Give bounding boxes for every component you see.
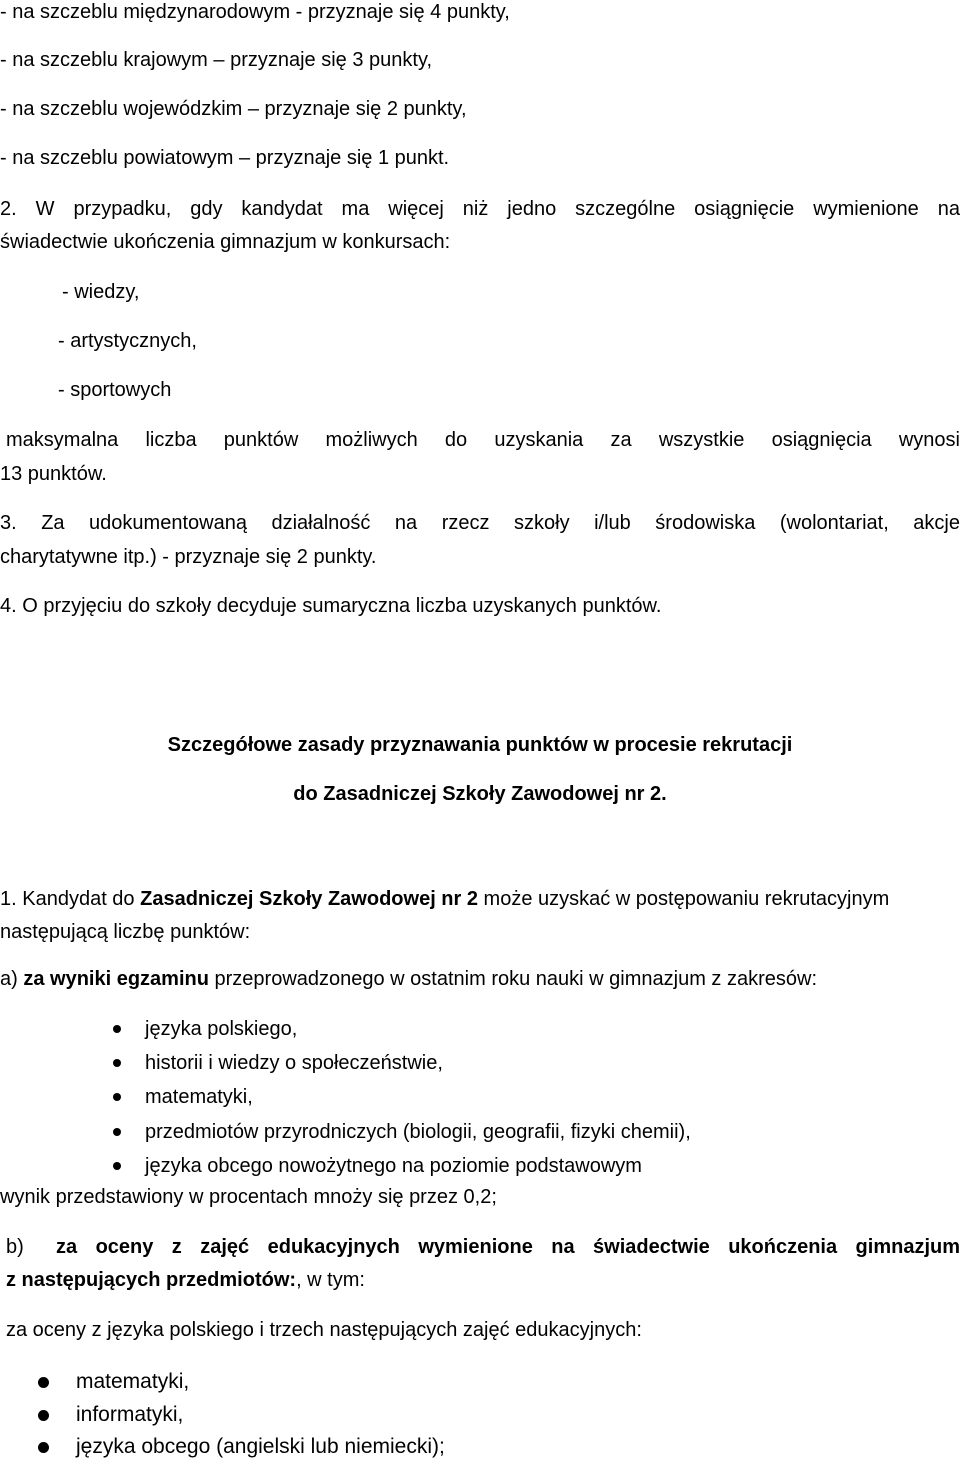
point2-line2: świadectwie ukończenia gimnazjum w konkursach:: [0, 231, 451, 253]
bullet-icon: [113, 1025, 121, 1033]
subject-item: języka polskiego,: [145, 1018, 298, 1040]
bullet-icon: [113, 1093, 121, 1101]
point3-line1: 3. Za udokumentowaną działalność na rzecz szkoły i/lub środowiska (wolontariat, akcje: [0, 512, 960, 534]
bullet-icon: [113, 1162, 121, 1170]
subject-item: matematyki,: [145, 1086, 253, 1108]
bullet-icon: [38, 1410, 49, 1421]
competition-sports: - sportowych: [58, 379, 172, 401]
subject-item: przedmiotów przyrodniczych (biologii, geografii, fizyki chemii),: [145, 1121, 691, 1143]
part-b-line1: za oceny z zajęć edukacyjnych wymienione na świadectwie ukończenia gimnazjum: [56, 1236, 960, 1258]
point2-line1: 2. W przypadku, gdy kandydat ma więcej niż jedno szczególne osiągnięcie wymienione na: [0, 198, 960, 220]
subject-item: języka obcego nowożytnego na poziomie podstawowym: [145, 1155, 642, 1177]
subject-item: języka obcego (angielski lub niemiecki);: [76, 1435, 445, 1458]
level-international: - na szczeblu międzynarodowym - przyznaje się 4 punkty,: [0, 1, 510, 23]
part-a-result: wynik przedstawiony w procentach mnoży się przez 0,2;: [0, 1186, 497, 1208]
subject-item: informatyki,: [76, 1403, 184, 1426]
bullet-icon: [38, 1442, 49, 1453]
part-b-line3: za oceny z języka polskiego i trzech następujących zajęć edukacyjnych:: [6, 1319, 642, 1341]
section-subheading: do Zasadniczej Szkoły Zawodowej nr 2.: [293, 783, 667, 805]
part-b-letter: b): [6, 1236, 24, 1258]
level-voivodeship: - na szczeblu wojewódzkim – przyznaje się 2 punkty,: [0, 98, 467, 120]
section1-line1: 1. Kandydat do Zasadniczej Szkoły Zawodowej nr 2 może uzyskać w postępowaniu rekrutacyjnym: [0, 888, 890, 910]
competition-knowledge: - wiedzy,: [62, 281, 140, 303]
section1-line2: następującą liczbę punktów:: [0, 921, 251, 943]
section-heading: Szczegółowe zasady przyznawania punktów w procesie rekrutacji: [167, 734, 793, 756]
bullet-icon: [113, 1059, 121, 1067]
point3-line2: charytatywne itp.) - przyznaje się 2 punkty.: [0, 546, 377, 568]
part-b-line2: z następujących przedmiotów:, w tym:: [6, 1269, 365, 1291]
level-county: - na szczeblu powiatowym – przyznaje się 1 punkt.: [0, 147, 450, 169]
bullet-icon: [38, 1377, 49, 1388]
point4: 4. O przyjęciu do szkoły decyduje sumaryczna liczba uzyskanych punktów.: [0, 595, 662, 617]
part-a-intro: a) za wyniki egzaminu przeprowadzonego w ostatnim roku nauki w gimnazjum z zakresów:: [0, 968, 817, 990]
bullet-icon: [113, 1128, 121, 1136]
max-points-line2: 13 punktów.: [0, 463, 107, 485]
max-points-line1: maksymalna liczba punktów możliwych do uzyskania za wszystkie osiągnięcia wynosi: [6, 429, 960, 451]
subject-item: historii i wiedzy o społeczeństwie,: [145, 1052, 443, 1074]
level-national: - na szczeblu krajowym – przyznaje się 3 punkty,: [0, 49, 433, 71]
competition-artistic: - artystycznych,: [58, 330, 197, 352]
subject-item: matematyki,: [76, 1370, 190, 1393]
